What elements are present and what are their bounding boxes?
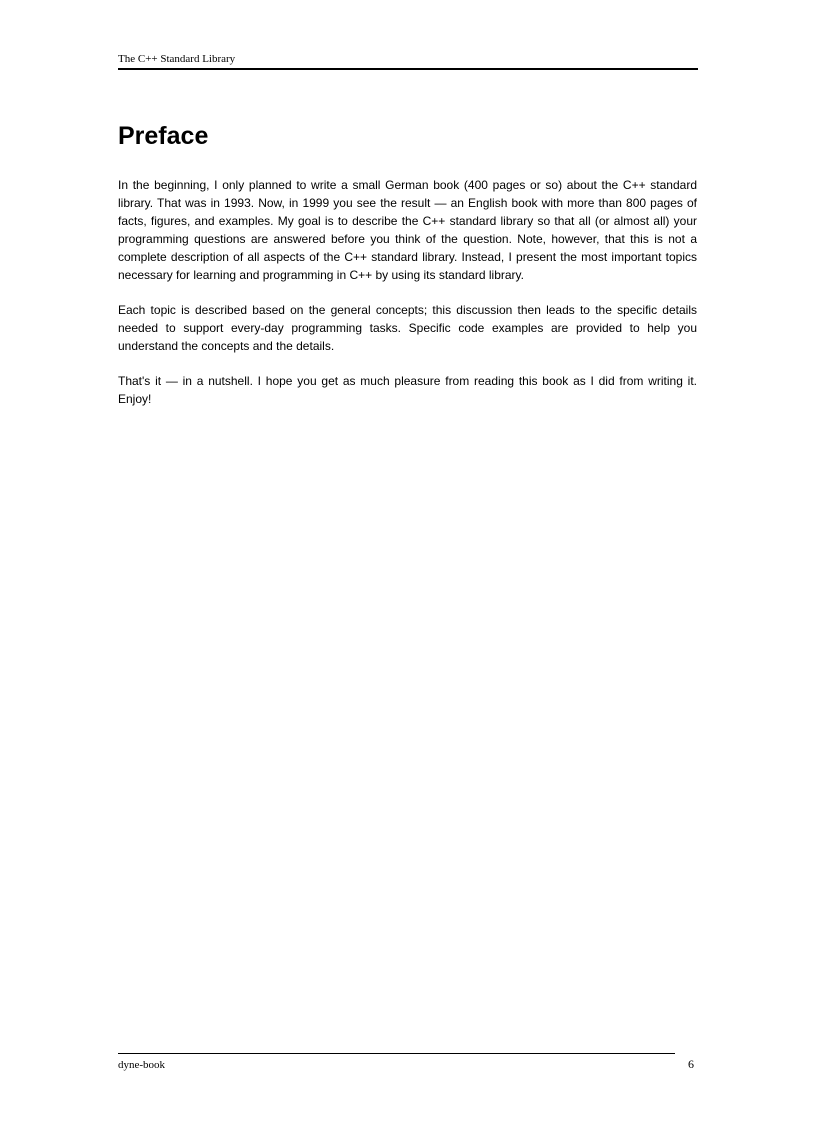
- main-content: [118, 118, 697, 425]
- body-paragraph-2: Each topic is described based on the general concepts; this discussion then leads to the specific details needed to support every-day programming tasks. Specific code examples are provided to help you understand the concepts and the details.: [118, 303, 697, 353]
- body-paragraph-1: In the beginning, I only planned to write a small German book (400 pages or so) about the C++ standard library. That was in 1993. Now, in 1999 you see the result — an English book with more than 800 pages of facts, figures, and examples. My goal is to describe the C++ standard library so that all (or almost all) your programming questions are answered before you think of the question. Note, however, that this is not a complete description of all aspects of the C++ standard library. Instead, I present the most important topics necessary for learning and programming in C++ by using its standard library.: [118, 178, 697, 282]
- page-number: 6: [688, 1057, 694, 1071]
- footer-source-label: dyne-book: [118, 1059, 166, 1071]
- page-title: Preface: [118, 122, 209, 150]
- footer-divider: [118, 1053, 675, 1054]
- header-book-title: The C++ Standard Library: [118, 53, 236, 65]
- running-header: [118, 52, 698, 70]
- body-paragraph-3: That's it — in a nutshell. I hope you get as much pleasure from reading this book as I did from writing it. Enjoy!: [118, 374, 697, 406]
